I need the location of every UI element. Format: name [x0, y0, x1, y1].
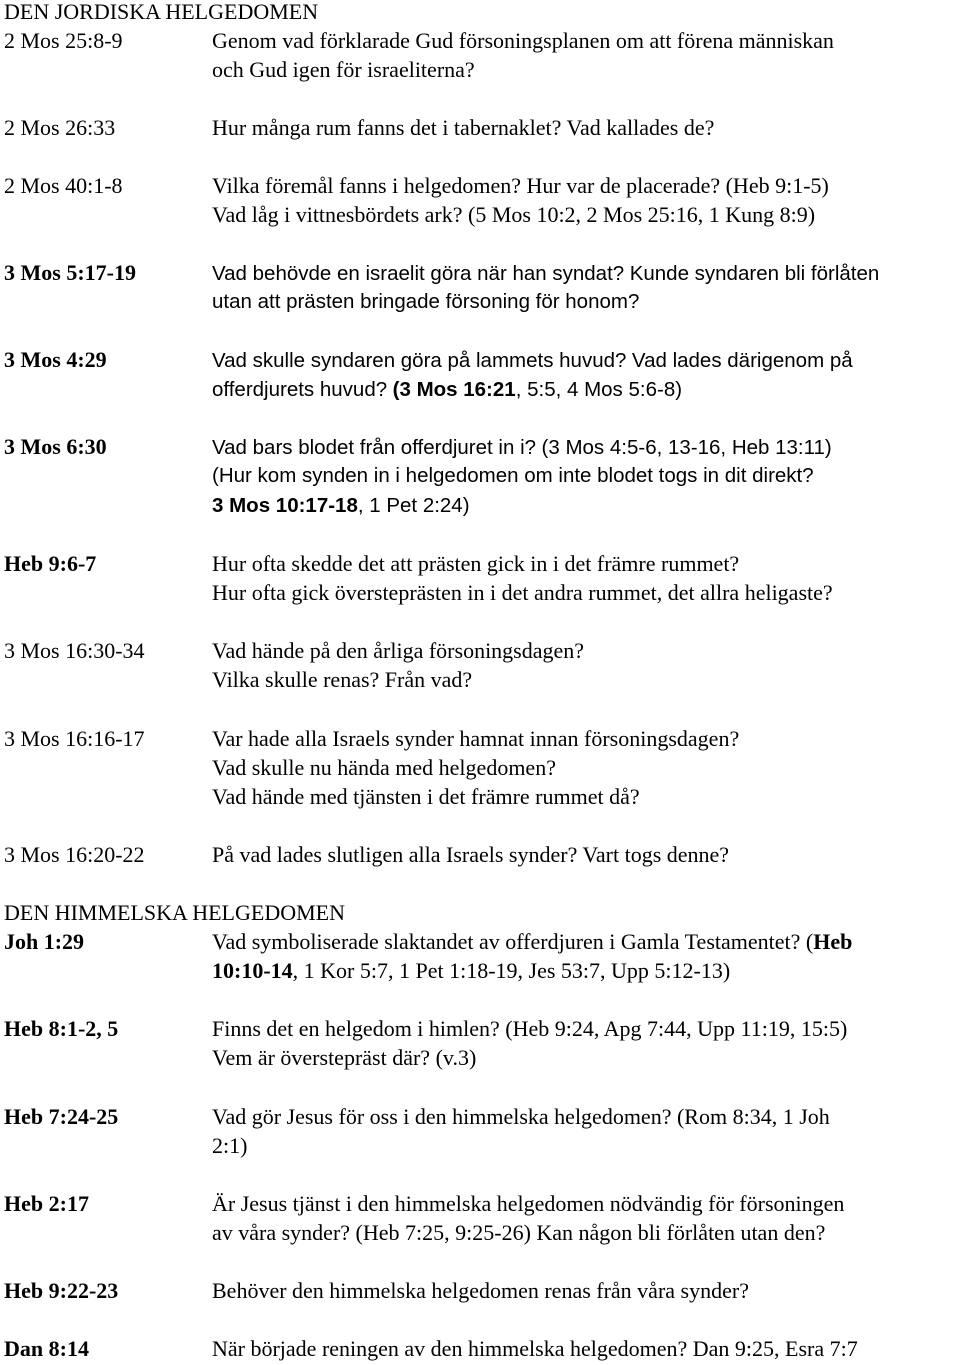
reference: Heb 7:24-25	[4, 1104, 119, 1129]
reference: 3 Mos 4:29	[4, 347, 107, 372]
reference: 3 Mos 16:20-22	[4, 842, 145, 867]
question-text: Behöver den himmelska helgedomen renas från våra synder?	[212, 1278, 749, 1303]
reference: Heb 2:17	[4, 1191, 89, 1216]
reference: Heb 9:6-7	[4, 551, 97, 576]
reference: 3 Mos 6:30	[4, 434, 107, 459]
reference: 2 Mos 26:33	[4, 115, 116, 140]
reference: 2 Mos 40:1-8	[4, 173, 123, 198]
question-text: Vad bars blodet från offerdjuret in i? (3 Mos 4:5-6, 13-16, Heb 13:11)	[212, 436, 832, 459]
question-text: Vad låg i vittnesbördets ark? (5 Mos 10:2, 2 Mos 25:16, 1 Kung 8:9)	[212, 202, 816, 227]
question-text: av våra synder? (Heb 7:25, 9:25-26) Kan någon bli förlåten utan den?	[212, 1220, 826, 1245]
question-text: Vem är överstepräst där? (v.3)	[212, 1045, 477, 1070]
section-heading-heavenly: DEN HIMMELSKA HELGEDOMEN	[4, 900, 345, 925]
question-text: Var hade alla Israels synder hamnat innan försoningsdagen?	[212, 726, 740, 751]
reference: Heb 8:1-2, 5	[4, 1016, 119, 1041]
question-text: 3 Mos 10:17-18, 1 Pet 2:24)	[212, 494, 470, 517]
question-text: utan att prästen bringade försoning för honom?	[212, 290, 640, 313]
question-text: (Hur kom synden in i helgedomen om inte blodet togs in dit direkt?	[212, 464, 814, 487]
question-text: Hur ofta gick översteprästen in i det andra rummet, det allra heligaste?	[212, 580, 833, 605]
reference: 3 Mos 5:17-19	[4, 260, 136, 285]
question-text: Vad skulle syndaren göra på lammets huvud? Vad lades därigenom på	[212, 349, 853, 372]
section-heading-earthly: DEN JORDISKA HELGEDOMEN	[4, 0, 319, 24]
question-text: Finns det en helgedom i himlen? (Heb 9:24, Apg 7:44, Upp 11:19, 15:5)	[212, 1016, 848, 1041]
question-text: Vad behövde en israelit göra när han syndat? Kunde syndaren bli förlåten	[212, 262, 880, 285]
question-text: Genom vad förklarade Gud försoningsplanen om att förena människan	[212, 28, 834, 53]
question-text: Hur många rum fanns det i tabernaklet? Vad kallades de?	[212, 115, 715, 140]
question-text: Vad hände med tjänsten i det främre rummet då?	[212, 784, 640, 809]
question-text: Vad gör Jesus för oss i den himmelska helgedomen? (Rom 8:34, 1 Joh	[212, 1104, 830, 1129]
question-text: Är Jesus tjänst i den himmelska helgedomen nödvändig för försoningen	[212, 1191, 845, 1216]
reference: 2 Mos 25:8-9	[4, 28, 123, 53]
reference: Dan 8:14	[4, 1336, 89, 1361]
question-text: 10:10-14, 1 Kor 5:7, 1 Pet 1:18-19, Jes 53:7, Upp 5:12-13)	[212, 958, 731, 983]
reference: 3 Mos 16:30-34	[4, 638, 145, 663]
reference: Joh 1:29	[4, 929, 85, 954]
question-text: offerdjurets huvud? (3 Mos 16:21, 5:5, 4 Mos 5:6-8)	[212, 378, 683, 401]
question-text: Vad skulle nu hända med helgedomen?	[212, 755, 556, 780]
reference: Heb 9:22-23	[4, 1278, 119, 1303]
question-text: Vilka föremål fanns i helgedomen? Hur var de placerade? (Heb 9:1-5)	[212, 173, 829, 198]
question-text: Vad hände på den årliga försoningsdagen?	[212, 638, 585, 663]
question-text: När började reningen av den himmelska helgedomen? Dan 9:25, Esra 7:7	[212, 1336, 858, 1361]
question-text: 2:1)	[212, 1133, 248, 1158]
question-text: Vad symboliserade slaktandet av offerdjuren i Gamla Testamentet? (Heb	[212, 929, 853, 954]
question-text: På vad lades slutligen alla Israels synder? Vart togs denne?	[212, 842, 730, 867]
question-text: Vilka skulle renas? Från vad?	[212, 667, 473, 692]
question-text: och Gud igen för israeliterna?	[212, 57, 475, 82]
question-text: Hur ofta skedde det att prästen gick in i det främre rummet?	[212, 551, 740, 576]
reference: 3 Mos 16:16-17	[4, 726, 145, 751]
